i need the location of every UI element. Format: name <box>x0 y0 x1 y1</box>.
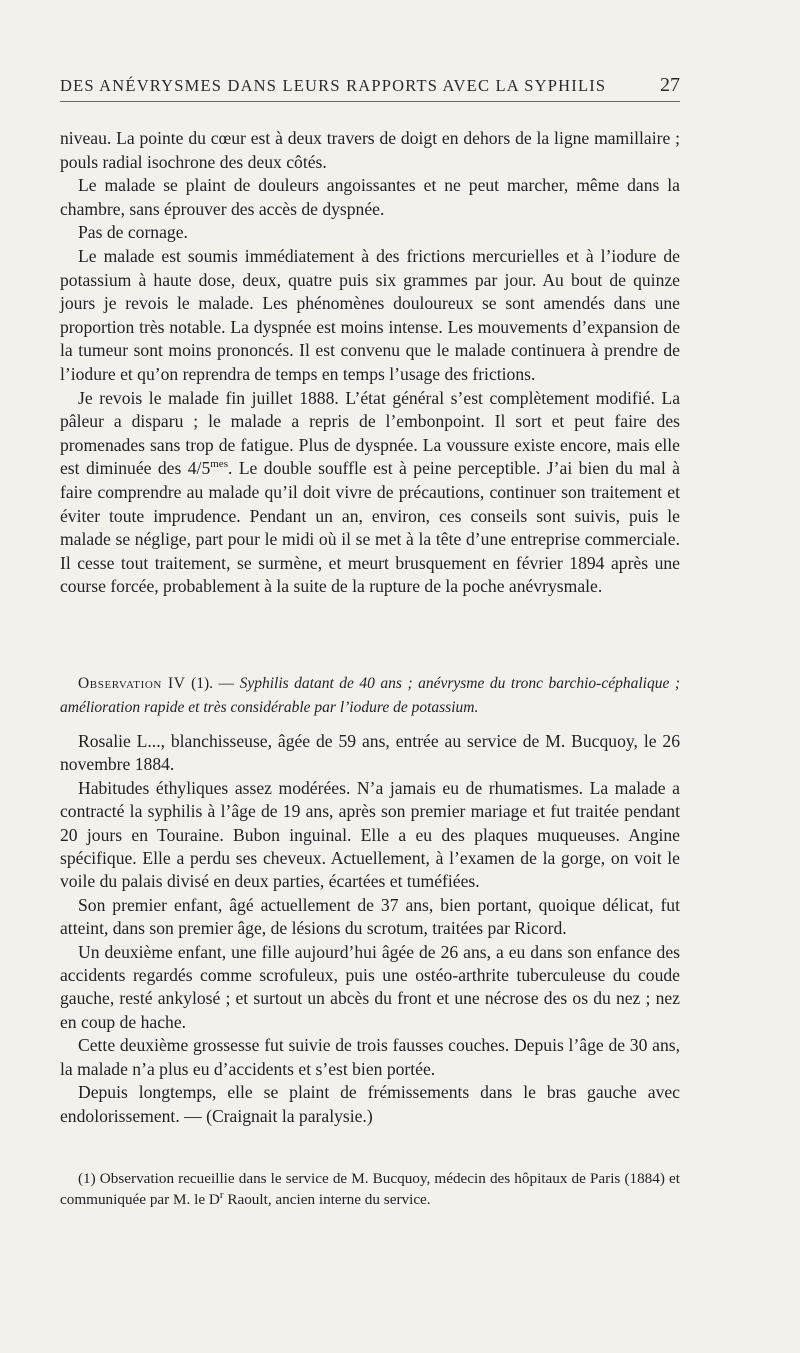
superscript: r <box>219 1188 224 1201</box>
paragraph: Depuis longtemps, elle se plaint de frémissements dans le bras gauche avec endolorissement. — (Craignait la paralysie.) <box>60 1082 680 1126</box>
observation-note-ref: (1). — <box>185 675 240 692</box>
footnote-text <box>60 1168 680 1210</box>
text-run: (1) Observation recueillie dans le service de M. Bucquoy, médecin des hôpitaux de Paris (1884) et communiquée par M. le D <box>60 1170 680 1208</box>
observation-heading-text <box>60 672 680 719</box>
page-number: 27 <box>660 74 680 96</box>
text-run: Raoult, ancien interne du service. <box>223 1191 431 1208</box>
paragraph: Rosalie L..., blanchisseuse, âgée de 59 ans, entrée au service de M. Bucquoy, le 26 novembre 1884. <box>60 731 680 775</box>
paragraph: niveau. La pointe du cœur est à deux travers de doigt en dehors de la ligne mamillaire ; pouls radial isochrone des deux côtés. <box>60 128 680 172</box>
paragraph: Un deuxième enfant, une fille aujourd’hui âgée de 26 ans, a eu dans son enfance des accidents regardés comme scrofuleux, puis une ostéo-arthrite tuberculeuse du coude gauche, resté ankylosé ; et surtout un abcès du front et une nécrose des os du nez ; nez en coup de hache. <box>60 941 680 1032</box>
paragraph: Le malade est soumis immédiatement à des frictions mercurielles et à l’iodure de potassium à haute dose, deux, quatre puis six grammes par jour. Au bout de quinze jours je revois le malade. Les phénomènes douloureux se sont amendés dans une proportion très notable. La dyspnée est moins intense. Les mouvements d’expansion de la tumeur sont moins prononcés. Il est convenu que le malade continuera à prendre de l’iodure et qu’on reprendra de temps en temps l’usage des frictions. <box>60 245 680 384</box>
paragraph: Le malade se plaint de douleurs angoissantes et ne peut marcher, même dans la chambre, sans éprouver des accès de dyspnée. <box>60 175 680 219</box>
section-1-text <box>60 127 680 599</box>
text-run: Je revois le malade fin juillet 1888. L’état général s’est complètement modifié. La pâleur a disparu ; le malade a repris de l’embonpoint. Il sort et peut faire des promenades sans trop de fatigue. Plus de dyspnée. La voussure existe encore, mais elle est diminuée des 4/5 <box>60 387 680 479</box>
observation-label: Observation IV <box>78 675 186 692</box>
header-rule <box>60 101 680 102</box>
paragraph <box>60 387 680 599</box>
running-title: DES ANÉVRYSMES DANS LEURS RAPPORTS AVEC LA SYPHILIS <box>60 76 607 95</box>
paragraph: Pas de cornage. <box>78 222 188 243</box>
observation-title: Syphilis datant de 40 ans ; anévrysme du tronc barchio-céphalique ; amélioration rapide et très considérable par l’iodure de potassium. <box>60 675 681 716</box>
paragraph: Cette deuxième grossesse fut suivie de trois fausses couches. Depuis l’âge de 30 ans, la malade n’a plus eu d’accidents et s’est bien portée. <box>60 1035 680 1079</box>
superscript: mes <box>210 458 228 471</box>
footnote <box>60 1168 680 1210</box>
observation-heading <box>60 672 680 719</box>
paragraph: Son premier enfant, âgé actuellement de 37 ans, bien portant, quoique délicat, fut atteint, dans son premier âge, de lésions du scrotum, traitées par Ricord. <box>60 894 680 939</box>
paragraph: Habitudes éthyliques assez modérées. N’a jamais eu de rhumatismes. La malade a contracté la syphilis à l’âge de 19 ans, après son premier mariage et fut traitée pendant 20 jours en Touraine. Bubon inguinal. Elle a eu des plaques muqueuses. Angine spécifique. Elle a perdu ses cheveux. Actuellement, à l’examen de la gorge, on voit le voile du palais divisé en deux parties, écartées et tuméfiées. <box>60 777 680 892</box>
text-run: . Le double souffle est à peine perceptible. J’ai bien du mal à faire comprendre au malade qu’il doit vivre de précautions, continuer son traitement et éviter toute imprudence. Pendant un an, environ, ces conseils sont suivis, puis le malade se néglige, part pour le midi où il se met à la tête d’une entreprise commerciale. Il cesse tout traitement, se surmène, et meurt brusquement en février 1894 après une course forcée, probablement à la suite de la rupture de la poche anévrysmale. <box>60 458 680 597</box>
section-2-text <box>60 730 680 1128</box>
running-header <box>60 74 680 97</box>
